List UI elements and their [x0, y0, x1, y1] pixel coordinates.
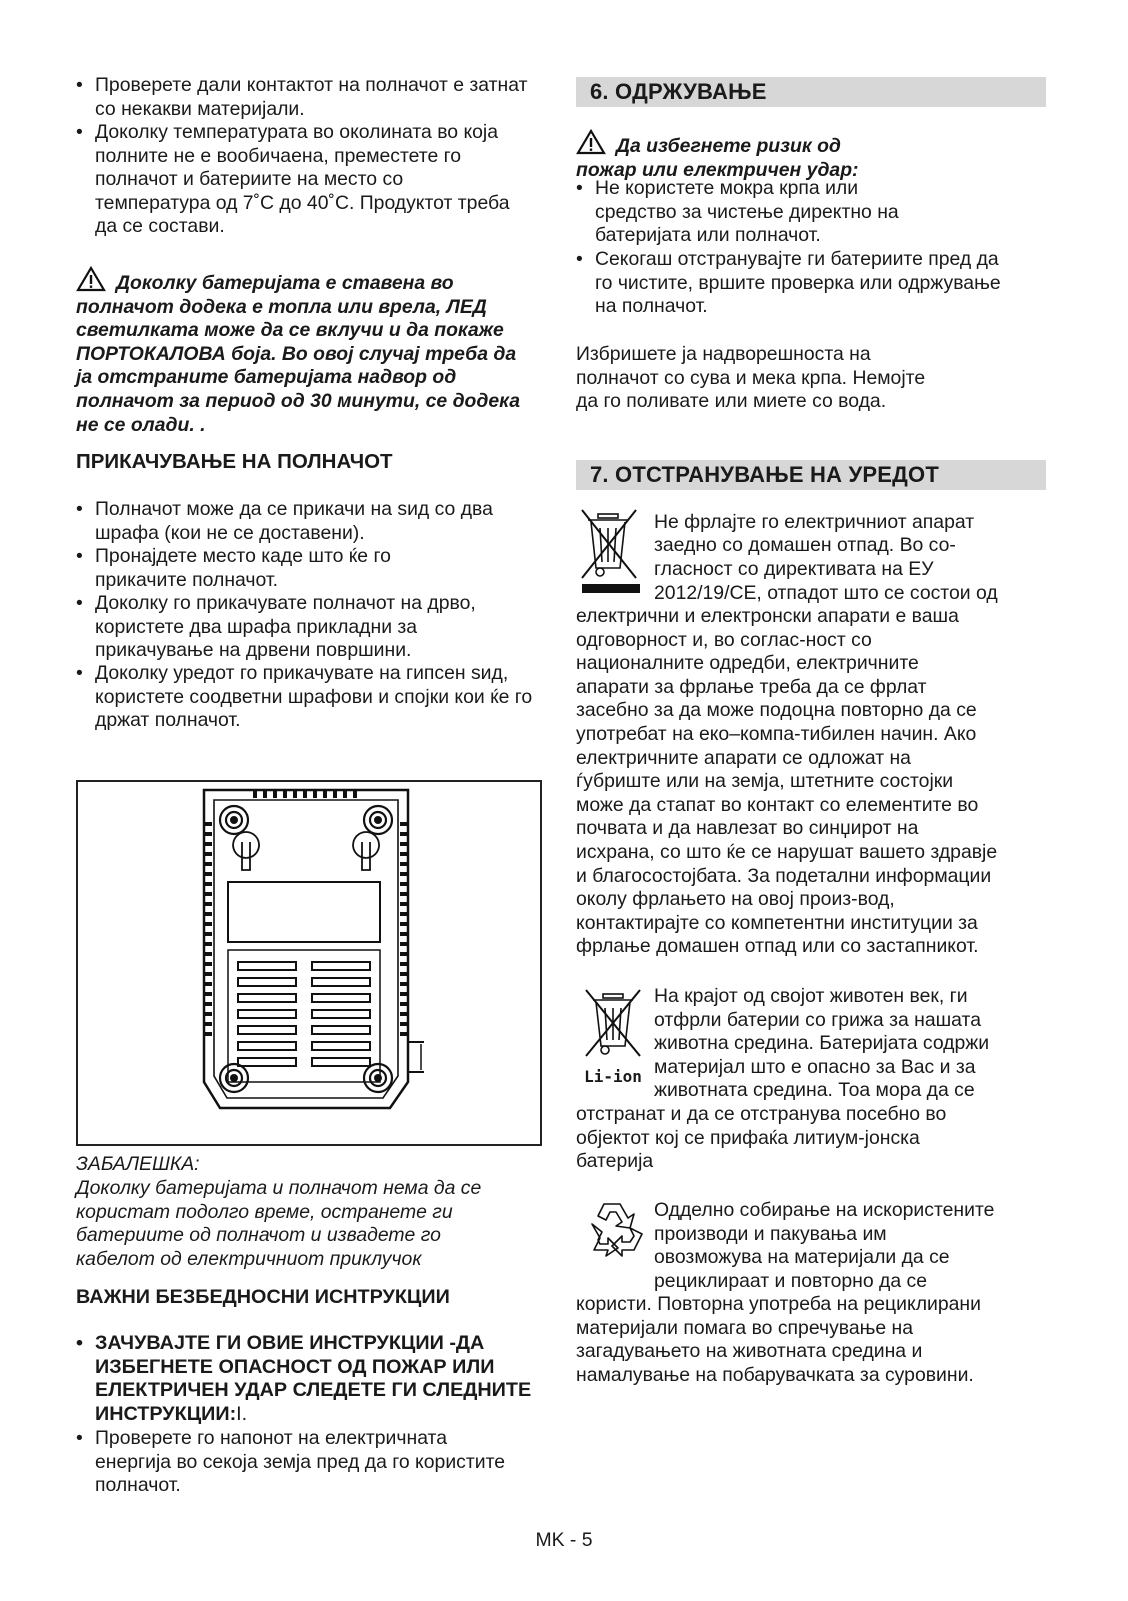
- recycle-line: рециклираат и повторно да се: [654, 1269, 928, 1292]
- battery-bin-icon: [578, 988, 648, 1088]
- safety-heading: ВАЖНИ БЕЗБЕДНОСНИ ИСНТРУКЦИИ: [76, 1286, 450, 1308]
- charger-back-illustration: [76, 780, 542, 1146]
- safety-bold-bullet-text: ЗАЧУВАЈТЕ ГИ ОВИЕ ИНСТРУКЦИИ -ДА ИЗБЕГНЕТЕ ОПАСНОСТ ОД ПОЖАР ИЛИ ЕЛЕКТРИЧЕН УДАР СЛЕДЕТЕ ГИ СЛЕДНИТЕ ИНСТРУКЦИИ:: [95, 1332, 532, 1425]
- battery-type-label: Li-ion: [584, 1067, 642, 1086]
- weee-intro-line-2: заедно со домашен отпад. Во со-: [654, 534, 956, 556]
- weee-intro-line-3: гласност со директивата на ЕУ: [654, 558, 934, 580]
- weee-line: и благосостојбата. За подетални информации: [576, 864, 992, 887]
- weee-bin-icon: [578, 508, 644, 596]
- weee-line: може да стапат во контакт со елементите во: [576, 793, 979, 816]
- mounting-bullet-wall: • Полначот може да се прикачи на ѕид со два шрафа (кои не се доставени).: [76, 498, 495, 545]
- weee-intro-line-1: Не фрлајте го електричниот апарат: [654, 511, 975, 533]
- weee-intro-line-4: 2012/19/CE, отпадот што се состои од: [654, 582, 998, 604]
- bullet-contact-check: • Проверете дали контактот на полначот е затнат со некакви материјали.: [76, 74, 535, 121]
- recycle-line: намалување на побарувачката за суровини.: [576, 1363, 974, 1386]
- section6-bullet-wet-cloth: • Не користете мокра крпа или средство за чистење директно на батеријата или полначот.: [576, 177, 935, 248]
- weee-line: ѓубриште или на земја, штетните состојки: [576, 770, 954, 793]
- section6-cleaning-paragraph: Избришете ја надворешноста на полначот со сува и мека крпа. Немојте да го поливате или миете со вода.: [576, 343, 926, 413]
- hot-battery-warning: [76, 266, 528, 437]
- recycle-intro: [654, 1199, 994, 1293]
- battery-paragraph: [576, 1103, 1046, 1174]
- recycle-line: материјали помага во спречување на: [576, 1316, 914, 1339]
- section7-title-bar: 7. ОТСТРАНУВАЊЕ НА УРЕДОТ: [576, 460, 1046, 490]
- battery-line: животна средина. Батеријата содржи: [654, 1032, 990, 1055]
- section6-title-bar: 6. ОДРЖУВАЊЕ: [576, 77, 1046, 107]
- recycle-line: загадувањето на животната средина и: [576, 1340, 923, 1363]
- weee-line: околу фрлањето на овој произ-вод,: [576, 888, 895, 911]
- mounting-bullet-place: • Пронајдете место каде што ќе го прикачите полначот.: [76, 545, 455, 592]
- recycle-icon: [580, 1198, 650, 1264]
- weee-line: исхрана, со што ќе се нарушат вашето здравје: [576, 840, 998, 863]
- safety-bold-bullet-suffix: I.: [236, 1402, 248, 1425]
- battery-line: објектот кој се прифаќа литиум-јонска: [576, 1126, 920, 1149]
- weee-line: електрични и електронски апарати е ваша: [576, 605, 959, 627]
- battery-line: отфрли батерии со грижа за нашата: [654, 1008, 981, 1031]
- section6-warning: [576, 129, 906, 182]
- weee-line: фрлање домашен отпад или со застапникот.: [576, 935, 979, 958]
- weee-line: националните одредби, електричните: [576, 652, 919, 675]
- mounting-bullet-plaster: • Доколку уредот го прикачувате на гипсен ѕид, користете соодветни шрафови и спојки кои ќе го држат полначот.: [76, 662, 555, 733]
- mounting-bullet-wood: • Доколку го прикачувате полначот на дрво, користете два шрафа прикладни за прикачување на дрвени површини.: [76, 592, 515, 663]
- recycle-line: користи. Повторна употреба на рециклирани: [576, 1293, 981, 1315]
- weee-line: контактирајте со компетентни институции за: [576, 911, 978, 934]
- weee-line: засебно за да може подоцна повторно да се: [576, 699, 977, 722]
- battery-line: животната средина. Тоа мора да се: [654, 1079, 975, 1102]
- battery-line: батерија: [576, 1150, 654, 1173]
- warning-icon: [76, 266, 106, 292]
- weee-paragraph: [576, 605, 1046, 959]
- warning-icon: [576, 129, 606, 155]
- weee-line: почвата и да навлезат во синџирот на: [576, 817, 919, 840]
- safety-voltage-bullet: • Проверете го напонот на електричната енергија во секоја земја пред да го користите полначот.: [76, 1427, 515, 1498]
- mounting-heading: ПРИКАЧУВАЊЕ НА ПОЛНАЧОТ: [76, 450, 393, 473]
- weee-line: одговорност и, во соглас-ност со: [576, 628, 872, 651]
- weee-line: употребат на еко–компа-тибилен начин. Ако: [576, 722, 977, 745]
- recycle-paragraph: [576, 1293, 1046, 1387]
- recycle-line: Одделно собирање на искористените: [654, 1199, 995, 1221]
- weee-line: електричните апарати се одложат на: [576, 746, 911, 769]
- section6-warning-text: Да избегнете ризик од пожар или електричен удар:: [576, 135, 859, 181]
- weee-line: апарати за фрлање треба да се фрлат: [576, 675, 927, 698]
- safety-bold-bullet: [76, 1332, 555, 1426]
- battery-line: отстранат и да се отстранува посебно во: [576, 1103, 947, 1125]
- recycle-line: производи и пакувања им: [654, 1222, 887, 1245]
- bullet-temperature: • Доколку температурата во околината во која полните не е вообичаена, преместете го полначот и батериите на место со температура од 7˚C до 40˚C. Продуктот треба да се состави.: [76, 121, 515, 239]
- battery-line: материјал што е опасно за Вас и за: [654, 1055, 976, 1078]
- battery-line: На крајот од својот животен век, ги: [654, 985, 968, 1007]
- note-title: ЗАБАЛЕШКА:: [76, 1153, 200, 1175]
- page-number: MK - 5: [535, 1529, 593, 1551]
- battery-intro: [654, 985, 989, 1103]
- recycle-line: овозможува на материјали да се: [654, 1246, 950, 1269]
- charger-drawing: [78, 782, 540, 1144]
- note-text: Доколку батеријата и полначот нема да се користат подолго време, остранете ги батериите од полначот и извадете го кабелот од електричниот приклучок: [76, 1177, 482, 1270]
- hot-battery-warning-text: Доколку батеријата е ставена во полначот додека е топла или врела, ЛЕД светилката може да се вклучи и да покаже ПОРТОКАЛОВА боја. Во овој случај треба да ја отстраните батеријата надвор од полначот за период од 30 минути, се додека не се олади. .: [76, 272, 521, 436]
- section6-bullet-remove-batteries: • Секогаш отстранувајте ги батериите пред да го чистите, вршите проверка или одржување на полначот.: [576, 248, 1015, 319]
